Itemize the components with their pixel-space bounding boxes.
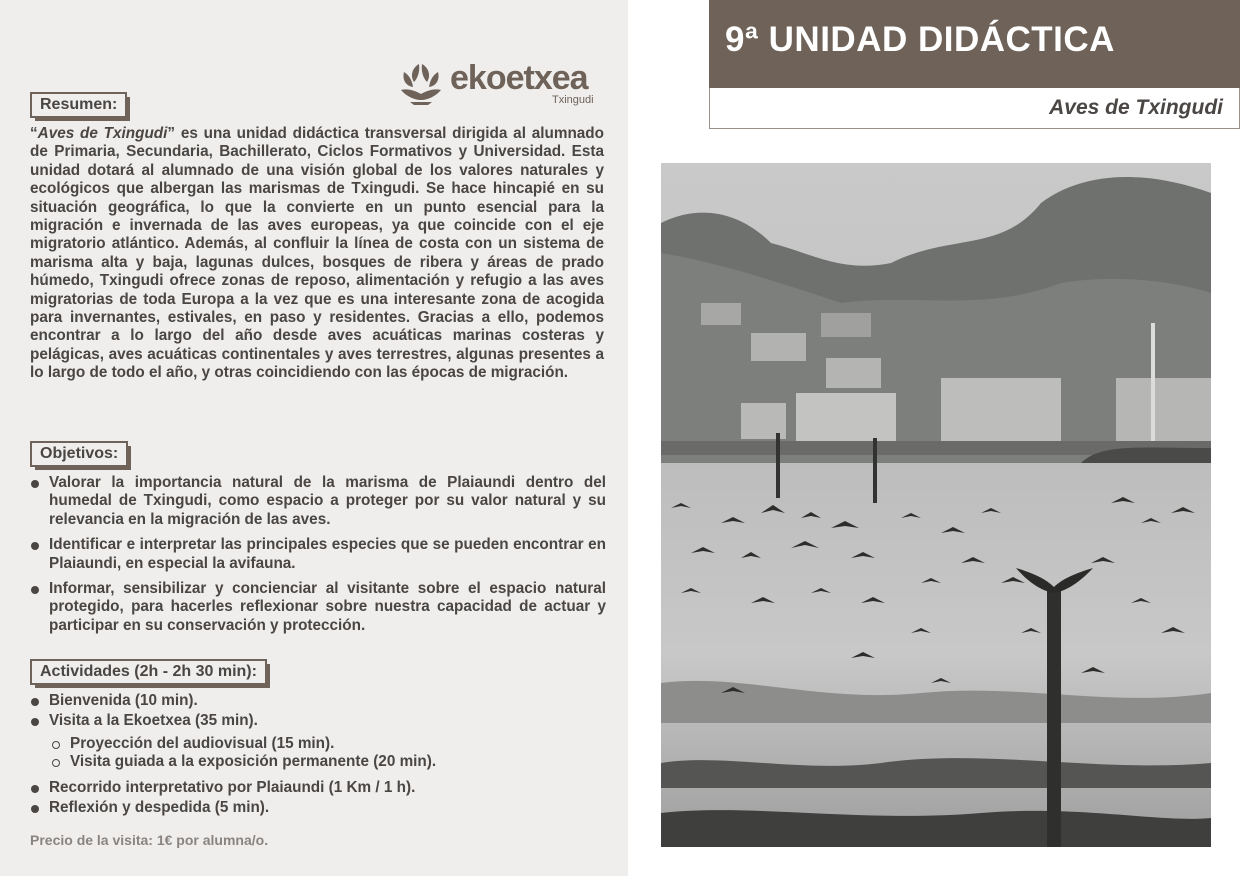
right-page	[628, 0, 1240, 876]
resumen-quote-open: “	[30, 125, 38, 142]
list-item: Identificar e interpretar las principales especies que se pueden encontrar en Plaiaundi, en especial la avifauna.	[30, 536, 606, 573]
actividades-list	[30, 692, 606, 733]
resumen-paragraph	[30, 125, 604, 383]
resumen-heading: Resumen:	[30, 92, 127, 118]
list-item	[30, 712, 606, 730]
actividades-sublist	[30, 735, 606, 772]
objetivos-heading: Objetivos:	[30, 441, 128, 467]
logo-subtitle: Txingudi	[552, 94, 594, 106]
unit-title: 9ª UNIDAD DIDÁCTICA	[725, 20, 1115, 59]
list-item: Recorrido interpretativo por Plaiaundi (1 Km / 1 h).	[30, 779, 606, 797]
subtitle-box	[709, 88, 1240, 129]
title-band	[709, 0, 1240, 88]
objetivos-list	[30, 474, 606, 642]
price-note: Precio de la visita: 1€ por alumna/o.	[30, 832, 269, 848]
actividades-heading: Actividades (2h - 2h 30 min):	[30, 659, 267, 685]
birds-marsh-photo	[661, 163, 1211, 847]
leaf-hand-icon	[398, 58, 444, 106]
resumen-body: es una unidad didáctica transversal dirigida al alumnado de Primaria, Secundaria, Bachillerato, Ciclos Formativos y Universidad. Esta unidad dotará al alumnado de una visión global de los valores naturales y ecológicos que albergan las marismas de Txingudi. Se hace hincapié en su situación geográfica, lo que la convierte en un punto esencial para la migración e invernada de las aves europeas, ya que coincide con el eje migratorio atlántico. Además, al confluir la línea de costa con un sistema de marisma alta y baja, lagunas dulces, bosques de ribera y áreas de prado húmedo, Txingudi ofrece zonas de reposo, alimentación y refugio a las aves migratorias de toda Europa a la vez que es una interesante zona de acogida para invernantes, estivales, en paso y residentes. Gracias a ello, podemos encontrar a lo largo del año desde aves acuáticas marinas costeras y pelágicas, aves acuáticas continentales y aves terrestres, algunas presentes a lo largo de todo el año, y otras coincidiendo con las épocas de migración.	[30, 125, 604, 382]
list-item: Reflexión y despedida (5 min).	[30, 799, 606, 817]
resumen-unit-title: Aves de Txingudi	[37, 125, 168, 142]
unit-subtitle: Aves de Txingudi	[1049, 96, 1223, 119]
resumen-quote-close: ”	[167, 125, 176, 142]
sub-list-item: Proyección del audiovisual (15 min).	[30, 735, 606, 753]
logo-wordmark: ekoetxea	[450, 59, 588, 97]
list-item: Valorar la importancia natural de la marisma de Plaiaundi dentro del humedal de Txingudi, como espacio a proteger por su valor natural y su relevancia en la migración de las aves.	[30, 474, 606, 529]
sub-list-item: Visita guiada a la exposición permanente (20 min).	[30, 753, 606, 771]
list-item: Bienvenida (10 min).	[30, 692, 606, 710]
actividades-list-continued	[30, 779, 606, 820]
list-item: Informar, sensibilizar y concienciar al visitante sobre el espacio natural protegido, para hacerles reflexionar sobre nuestra capacidad de actuar y participar en su conservación y protección.	[30, 580, 606, 635]
list-item-label: Visita a la Ekoetxea (35 min).	[49, 712, 258, 730]
ekoetxea-logo	[398, 58, 608, 108]
